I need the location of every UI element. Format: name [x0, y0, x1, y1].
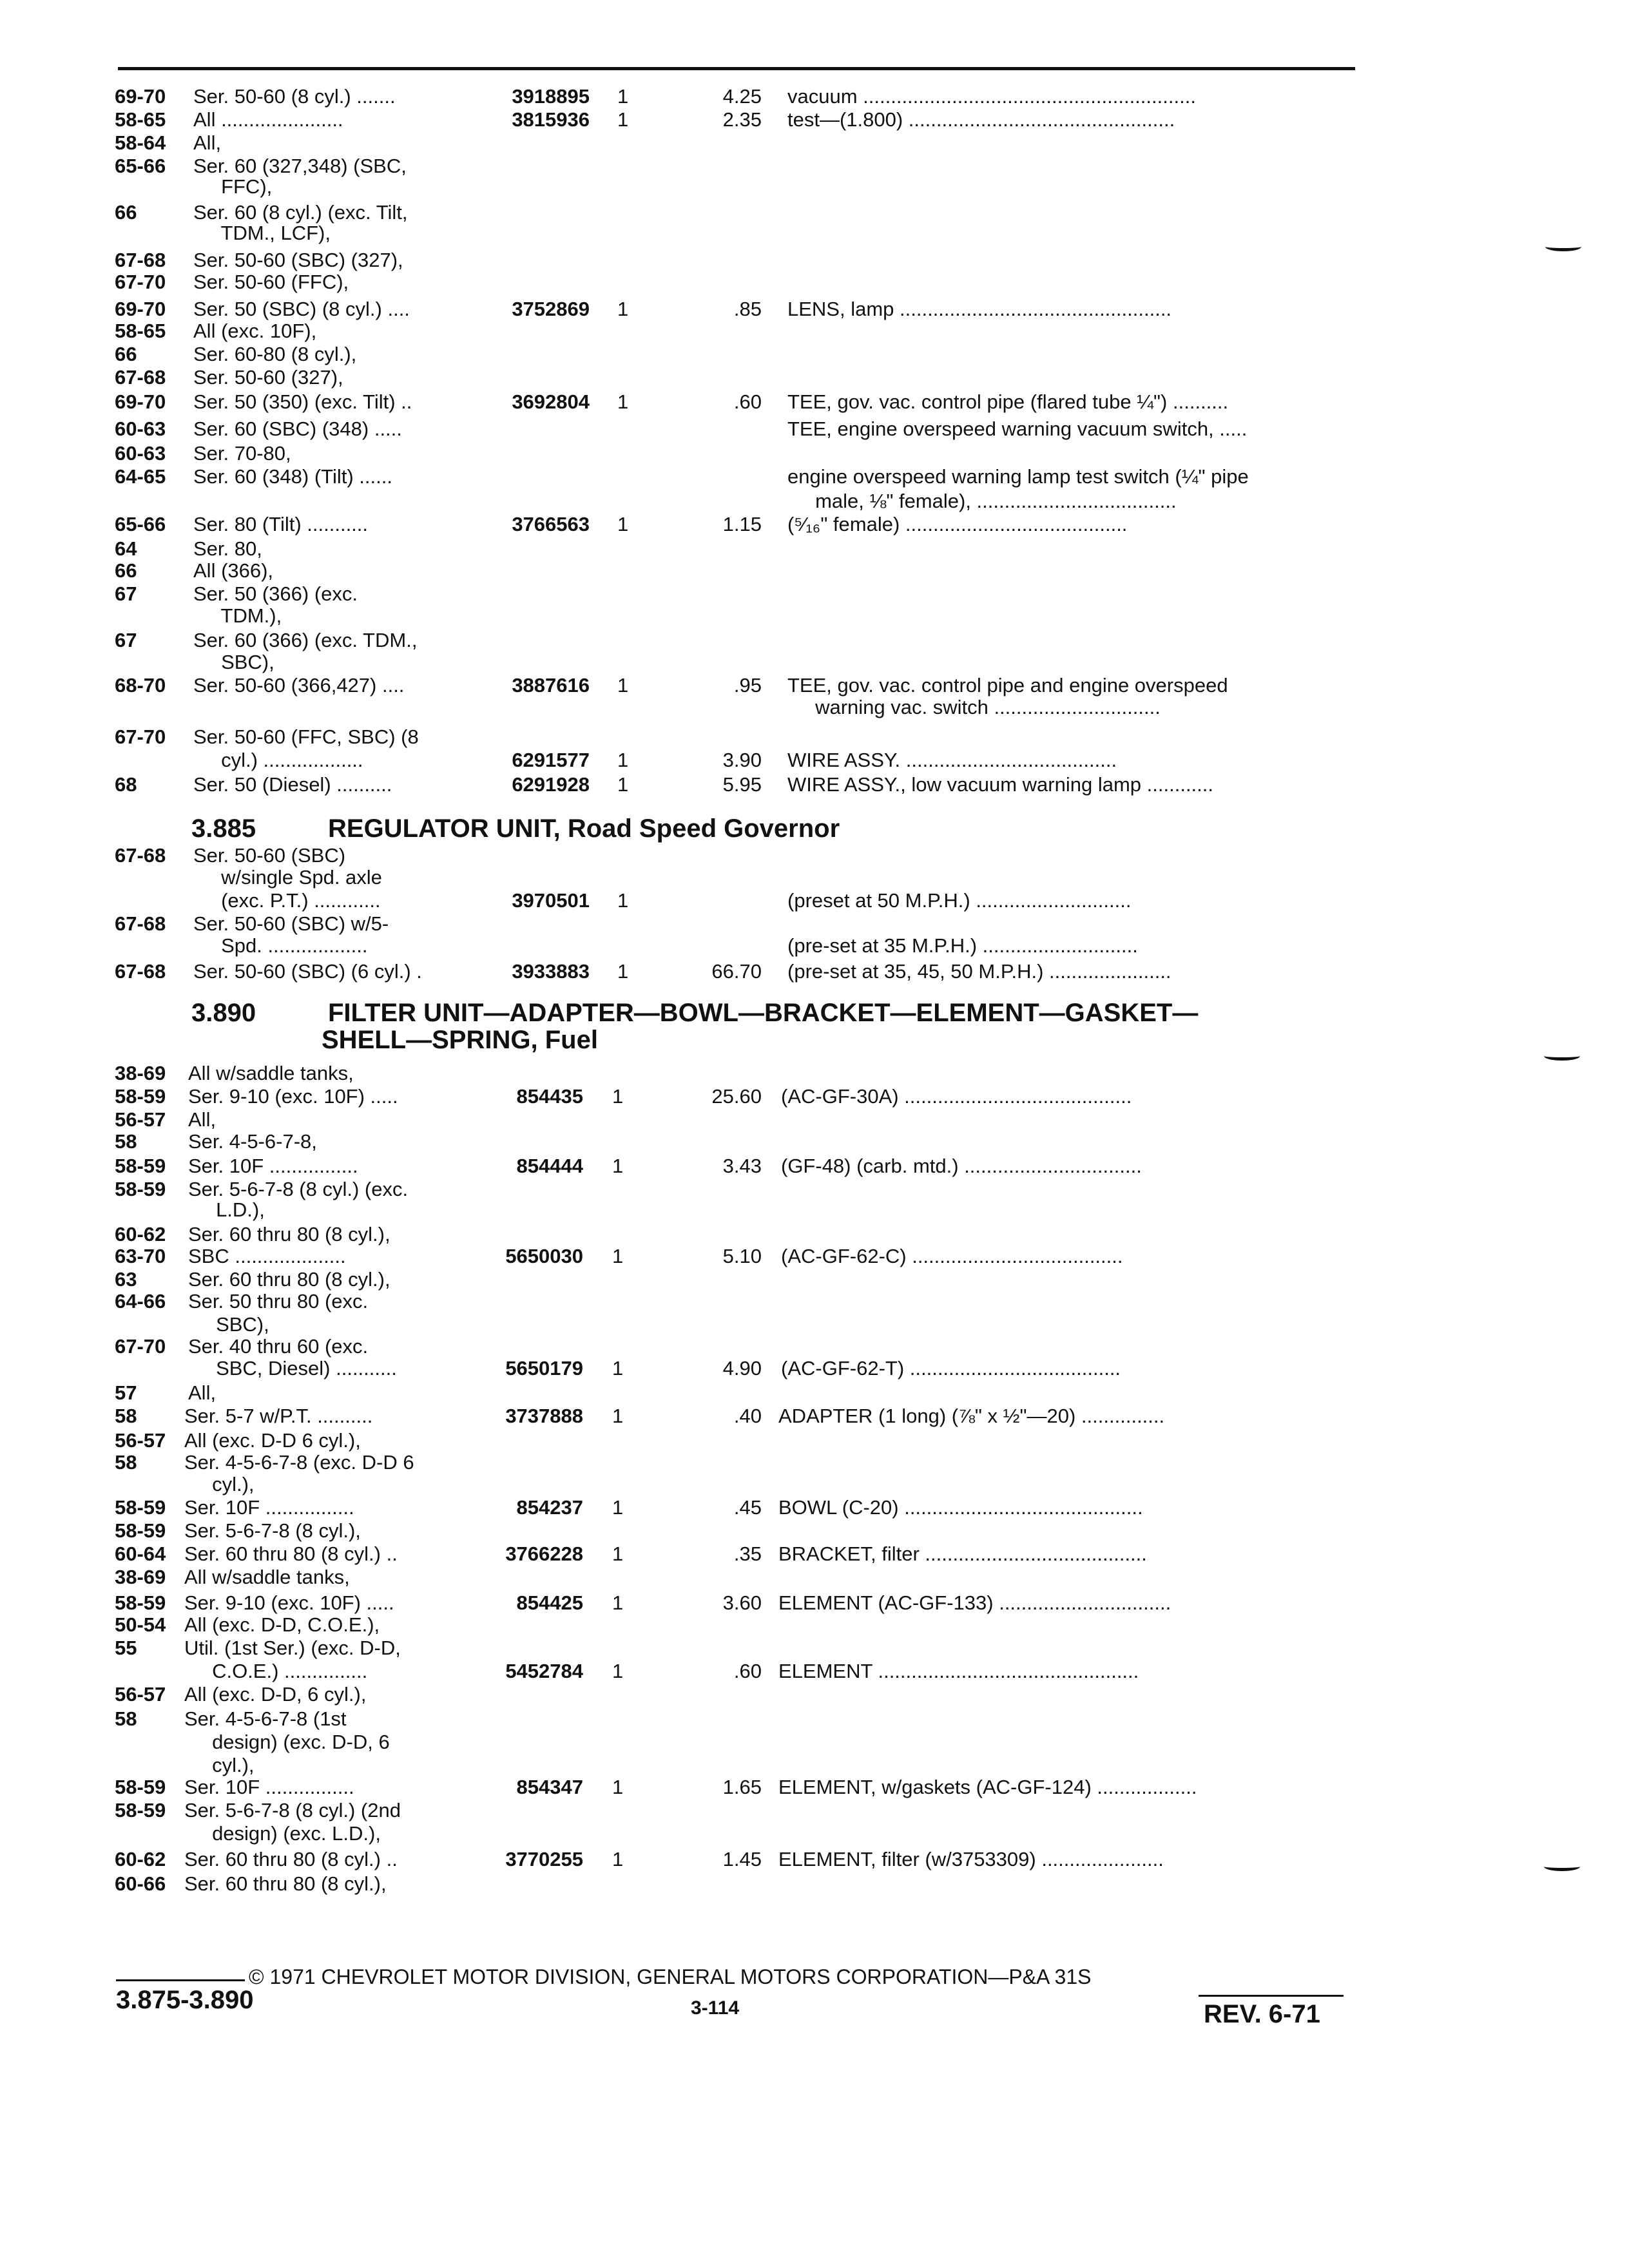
table-row [0, 108, 1629, 134]
table-row [0, 222, 1629, 247]
cell-mdl: All (exc. D-D, 6 cyl.), [184, 1683, 367, 1706]
cell-mdl: FFC), [193, 175, 273, 198]
table-row [0, 1776, 1629, 1802]
cell-yr: 60-66 [115, 1872, 166, 1895]
cell-pr: .60 [733, 1660, 762, 1682]
cell-yr: 55 [115, 1637, 137, 1659]
cell-pn: 3737888 [505, 1405, 583, 1427]
table-row [0, 651, 1629, 677]
cell-mdl: All (exc. D-D 6 cyl.), [184, 1429, 361, 1452]
cell-ds: ELEMENT, filter (w/3753309) ...................... [778, 1848, 1164, 1870]
table-row [0, 960, 1629, 986]
table-row [0, 1822, 1629, 1848]
cell-mdl: Ser. 60 (SBC) (348) ..... [193, 418, 402, 440]
table-row [0, 131, 1629, 157]
table-row [0, 1848, 1629, 1874]
cell-yr: 56-57 [115, 1108, 166, 1131]
cell-yr: 67-68 [115, 912, 166, 935]
table-row [0, 513, 1629, 539]
cell-pn: 854347 [516, 1776, 583, 1798]
cell-yr: 50-54 [115, 1613, 166, 1636]
table-row [0, 1381, 1629, 1407]
cell-mdl: SBC), [188, 1313, 269, 1336]
cell-mdl: L.D.), [188, 1198, 265, 1221]
cell-ds: engine overspeed warning lamp test switch (¼" pipe [787, 465, 1249, 488]
cell-pr: 3.43 [722, 1155, 762, 1177]
cell-qty: 1 [617, 889, 629, 912]
cell-yr: 66 [115, 559, 137, 582]
cell-qty: 1 [617, 513, 629, 535]
cell-mdl: Ser. 50-60 (SBC) (327), [193, 249, 403, 271]
cell-mdl: Ser. 50-60 (366,427) .... [193, 674, 405, 697]
cell-mdl: Ser. 60 (366) (exc. TDM., [193, 629, 418, 651]
table-row [0, 271, 1629, 296]
cell-mdl: Ser. 60 thru 80 (8 cyl.), [184, 1872, 387, 1895]
cell-pr: 1.45 [722, 1848, 762, 1870]
cell-ds: TEE, gov. vac. control pipe (flared tube ¼") .......... [787, 390, 1229, 413]
cell-pn: 3815936 [512, 108, 590, 131]
table-row [0, 1799, 1629, 1825]
cell-ds: ADAPTER (1 long) (⅞" x ½"—20) ............... [778, 1405, 1165, 1427]
table-row [0, 175, 1629, 201]
cell-mdl: Ser. 60 thru 80 (8 cyl.), [188, 1268, 390, 1291]
cell-yr: 57 [115, 1381, 137, 1404]
cell-mdl: All (exc. D-D, C.O.E.), [184, 1613, 380, 1636]
cell-yr: 63 [115, 1268, 137, 1291]
cell-pr: 4.25 [722, 85, 762, 108]
cell-mdl: w/single Spd. axle [193, 866, 382, 889]
cell-qty: 1 [612, 1245, 624, 1267]
cell-yr: 63-70 [115, 1245, 166, 1267]
table-row [0, 1496, 1629, 1522]
cell-mdl: Ser. 60 thru 80 (8 cyl.) .. [184, 1542, 398, 1565]
cell-yr: 58-59 [115, 1591, 166, 1614]
table-row [0, 1473, 1629, 1499]
cell-yr: 69-70 [115, 390, 166, 413]
table-row [0, 320, 1629, 345]
cell-mdl: TDM., LCF), [193, 222, 331, 244]
footer-rule-left [116, 1979, 245, 1981]
cell-qty: 1 [612, 1848, 624, 1870]
cell-yr: 58-59 [115, 1519, 166, 1542]
cell-yr: 58 [115, 1707, 137, 1730]
cell-mdl: TDM.), [193, 604, 282, 627]
cell-ds: (pre-set at 35 M.P.H.) ............................ [787, 934, 1138, 957]
cell-mdl: Ser. 10F ................ [184, 1496, 354, 1519]
cell-yr: 68 [115, 773, 137, 796]
cell-yr: 60-64 [115, 1542, 166, 1565]
cell-pn: 3970501 [512, 889, 590, 912]
cell-mdl: Ser. 4-5-6-7-8 (1st [184, 1707, 347, 1730]
page-edge-mark [1544, 1862, 1580, 1871]
cell-yr: 38-69 [115, 1062, 166, 1084]
cell-yr: 65-66 [115, 513, 166, 535]
cell-qty: 1 [617, 298, 629, 320]
cell-pn: 5650179 [505, 1357, 583, 1379]
table-row [0, 773, 1629, 799]
cell-mdl: cyl.) .................. [193, 749, 363, 771]
cell-pr: .45 [733, 1496, 762, 1519]
cell-yr: 58-64 [115, 131, 166, 154]
cell-yr: 64 [115, 537, 137, 560]
cell-yr: 60-63 [115, 418, 166, 440]
cell-mdl: Ser. 60 (8 cyl.) (exc. Tilt, [193, 201, 408, 224]
cell-yr: 58-59 [115, 1799, 166, 1821]
cell-yr: 67 [115, 582, 137, 605]
cell-qty: 1 [617, 773, 629, 796]
cell-ds: warning vac. switch .............................. [787, 696, 1161, 718]
table-row [0, 1130, 1629, 1156]
cell-yr: 60-63 [115, 442, 166, 465]
cell-mdl: design) (exc. D-D, 6 [184, 1731, 390, 1753]
cell-pn: 3752869 [512, 298, 590, 320]
cell-mdl: Ser. 60 (327,348) (SBC, [193, 155, 407, 177]
table-row [0, 1357, 1629, 1383]
footer-page-number: 3-114 [691, 1997, 740, 2019]
table-row [0, 1660, 1629, 1686]
cell-ds: WIRE ASSY. ...................................... [787, 749, 1117, 771]
cell-pr: .95 [733, 674, 762, 697]
cell-pn: 3770255 [505, 1848, 583, 1870]
table-row [0, 1566, 1629, 1591]
cell-qty: 1 [617, 749, 629, 771]
cell-pr: 5.10 [722, 1245, 762, 1267]
table-row [0, 1519, 1629, 1545]
cell-mdl: Ser. 80 (Tilt) ........... [193, 513, 369, 535]
cell-ds: (AC-GF-62-T) ...................................... [781, 1357, 1121, 1379]
cell-pn: 3918895 [512, 85, 590, 108]
cell-yr: 67-70 [115, 271, 166, 293]
table-row [0, 1542, 1629, 1568]
table-row [0, 726, 1629, 751]
cell-yr: 58-65 [115, 320, 166, 342]
table-row [0, 1245, 1629, 1271]
cell-mdl: Ser. 50 (350) (exc. Tilt) .. [193, 390, 412, 413]
table-row [0, 749, 1629, 774]
cell-yr: 67-68 [115, 960, 166, 983]
page-edge-mark [1545, 242, 1581, 251]
cell-mdl: Ser. 5-6-7-8 (8 cyl.) (exc. [188, 1178, 409, 1200]
cell-mdl: All ...................... [193, 108, 343, 131]
table-row [0, 1872, 1629, 1898]
section-number: 3.885 [191, 814, 256, 843]
cell-pn: 3887616 [512, 674, 590, 697]
cell-mdl: SBC), [193, 651, 275, 673]
cell-qty: 1 [612, 1542, 624, 1565]
cell-pr: 66.70 [711, 960, 762, 983]
cell-mdl: Ser. 50-60 (SBC) (6 cyl.) . [193, 960, 422, 983]
cell-qty: 1 [612, 1660, 624, 1682]
table-row [0, 1707, 1629, 1733]
cell-mdl: Util. (1st Ser.) (exc. D-D, [184, 1637, 401, 1659]
cell-ds: LENS, lamp ................................................. [787, 298, 1172, 320]
cell-pn: 3692804 [512, 390, 590, 413]
cell-mdl: cyl.), [184, 1473, 255, 1495]
table-row [0, 390, 1629, 416]
cell-pn: 3766228 [505, 1542, 583, 1565]
cell-pr: .85 [733, 298, 762, 320]
cell-ds: TEE, gov. vac. control pipe and engine overspeed [787, 674, 1228, 697]
cell-mdl: Spd. .................. [193, 934, 368, 957]
cell-mdl: Ser. 50-60 (FFC), [193, 271, 349, 293]
cell-ds: TEE, engine overspeed warning vacuum switch, ..... [787, 418, 1248, 440]
cell-mdl: All w/saddle tanks, [188, 1062, 354, 1084]
cell-yr: 56-57 [115, 1429, 166, 1452]
cell-ds: WIRE ASSY., low vacuum warning lamp ............ [787, 773, 1214, 796]
cell-yr: 60-62 [115, 1848, 166, 1870]
cell-mdl: SBC, Diesel) ........... [188, 1357, 397, 1379]
cell-mdl: Ser. 4-5-6-7-8, [188, 1130, 317, 1153]
cell-yr: 58-65 [115, 108, 166, 131]
cell-yr: 67-68 [115, 249, 166, 271]
table-row [0, 866, 1629, 892]
cell-pr: 2.35 [722, 108, 762, 131]
cell-mdl: All, [193, 131, 222, 154]
cell-yr: 67 [115, 629, 137, 651]
cell-yr: 58-59 [115, 1496, 166, 1519]
cell-pr: 3.60 [722, 1591, 762, 1614]
cell-mdl: Ser. 10F ................ [188, 1155, 358, 1177]
cell-mdl: Ser. 50 (366) (exc. [193, 582, 358, 605]
table-row [0, 1683, 1629, 1709]
cell-pr: 1.15 [722, 513, 762, 535]
cell-pn: 6291577 [512, 749, 590, 771]
cell-ds: ELEMENT, w/gaskets (AC-GF-124) .................. [778, 1776, 1197, 1798]
cell-mdl: Ser. 9-10 (exc. 10F) ..... [184, 1591, 394, 1614]
cell-mdl: All, [188, 1108, 217, 1131]
cell-mdl: Ser. 60 thru 80 (8 cyl.), [188, 1223, 390, 1245]
cell-mdl: Ser. 50-60 (SBC) [193, 844, 346, 867]
cell-pn: 854435 [516, 1085, 583, 1108]
cell-yr: 38-69 [115, 1566, 166, 1588]
table-row [0, 934, 1629, 960]
table-row [0, 1290, 1629, 1316]
cell-ds: (AC-GF-30A) ......................................... [781, 1085, 1132, 1108]
cell-pr: .35 [733, 1542, 762, 1565]
cell-pn: 5650030 [505, 1245, 583, 1267]
table-row [0, 889, 1629, 915]
cell-mdl: Ser. 40 thru 60 (exc. [188, 1335, 369, 1358]
footer-revision: REV. 6-71 [1204, 2000, 1320, 2028]
cell-ds: (pre-set at 35, 45, 50 M.P.H.) ...................... [787, 960, 1171, 983]
cell-mdl: Ser. 50 (SBC) (8 cyl.) .... [193, 298, 410, 320]
cell-mdl: Ser. 70-80, [193, 442, 291, 465]
cell-yr: 69-70 [115, 298, 166, 320]
cell-mdl: Ser. 50-60 (8 cyl.) ....... [193, 85, 396, 108]
cell-yr: 58-59 [115, 1776, 166, 1798]
cell-yr: 58 [115, 1405, 137, 1427]
table-row [0, 1062, 1629, 1088]
cell-mdl: Ser. 50-60 (327), [193, 366, 343, 389]
table-row [0, 366, 1629, 392]
cell-ds: male, ⅛" female), .................................... [787, 490, 1177, 512]
cell-pn: 854237 [516, 1496, 583, 1519]
cell-mdl: SBC .................... [188, 1245, 346, 1267]
page-edge-mark [1544, 1052, 1580, 1061]
cell-pr: 25.60 [711, 1085, 762, 1108]
cell-yr: 58 [115, 1451, 137, 1474]
cell-mdl: Ser. 50 (Diesel) .......... [193, 773, 392, 796]
cell-pn: 854444 [516, 1155, 583, 1177]
table-row [0, 343, 1629, 369]
cell-mdl: Ser. 10F ................ [184, 1776, 354, 1798]
section-title-cont: SHELL—SPRING, Fuel [322, 1026, 598, 1054]
cell-ds: (preset at 50 M.P.H.) ............................ [787, 889, 1132, 912]
cell-qty: 1 [617, 108, 629, 131]
cell-mdl: design) (exc. L.D.), [184, 1822, 381, 1845]
cell-qty: 1 [612, 1776, 624, 1798]
table-row [0, 696, 1629, 722]
cell-ds: ELEMENT ............................................... [778, 1660, 1139, 1682]
cell-qty: 1 [612, 1155, 624, 1177]
cell-qty: 1 [612, 1357, 624, 1379]
cell-mdl: Ser. 60 (348) (Tilt) ...... [193, 465, 392, 488]
cell-pn: 6291928 [512, 773, 590, 796]
section-title: FILTER UNIT—ADAPTER—BOWL—BRACKET—ELEMENT—GASKET— [328, 999, 1199, 1027]
cell-yr: 64-65 [115, 465, 166, 488]
table-row [0, 1155, 1629, 1180]
table-row [0, 442, 1629, 468]
cell-ds: ELEMENT (AC-GF-133) ............................... [778, 1591, 1171, 1614]
cell-yr: 58 [115, 1130, 137, 1153]
cell-yr: 56-57 [115, 1683, 166, 1706]
cell-ds: (GF-48) (carb. mtd.) ................................ [781, 1155, 1142, 1177]
cell-qty: 1 [617, 85, 629, 108]
cell-qty: 1 [617, 674, 629, 697]
section-number: 3.890 [191, 999, 256, 1027]
section-title: REGULATOR UNIT, Road Speed Governor [328, 814, 840, 843]
cell-pr: 5.95 [722, 773, 762, 796]
cell-mdl: Ser. 5-6-7-8 (8 cyl.), [184, 1519, 361, 1542]
cell-yr: 67-70 [115, 1335, 166, 1358]
cell-mdl: All w/saddle tanks, [184, 1566, 350, 1588]
cell-pn: 5452784 [505, 1660, 583, 1682]
cell-pr: .60 [733, 390, 762, 413]
cell-yr: 67-68 [115, 366, 166, 389]
cell-ds: BRACKET, filter ........................................ [778, 1542, 1147, 1565]
cell-mdl: C.O.E.) ............... [184, 1660, 368, 1682]
cell-yr: 69-70 [115, 85, 166, 108]
cell-ds: (⁵⁄₁₆" female) ........................................ [787, 513, 1128, 535]
cell-qty: 1 [612, 1085, 624, 1108]
table-row [0, 604, 1629, 630]
cell-pr: 1.65 [722, 1776, 762, 1798]
cell-yr: 68-70 [115, 674, 166, 697]
cell-pn: 3766563 [512, 513, 590, 535]
cell-mdl: All, [188, 1381, 217, 1404]
cell-mdl: Ser. 4-5-6-7-8 (exc. D-D 6 [184, 1451, 414, 1474]
cell-yr: 67-68 [115, 844, 166, 867]
cell-pn: 3933883 [512, 960, 590, 983]
table-row [0, 490, 1629, 515]
cell-mdl: Ser. 5-7 w/P.T. .......... [184, 1405, 373, 1427]
cell-mdl: Ser. 50-60 (FFC, SBC) (8 [193, 726, 419, 748]
cell-mdl: Ser. 50 thru 80 (exc. [188, 1290, 369, 1312]
footer-section-range: 3.875-3.890 [116, 1986, 254, 2014]
cell-ds: vacuum ............................................................ [787, 85, 1196, 108]
cell-qty: 1 [617, 960, 629, 983]
cell-mdl: Ser. 5-6-7-8 (8 cyl.) (2nd [184, 1799, 401, 1821]
cell-pr: .40 [733, 1405, 762, 1427]
table-row [0, 1085, 1629, 1111]
cell-yr: 58-59 [115, 1178, 166, 1200]
cell-qty: 1 [612, 1496, 624, 1519]
cell-qty: 1 [617, 390, 629, 413]
table-row [0, 559, 1629, 585]
cell-yr: 66 [115, 201, 137, 224]
cell-qty: 1 [612, 1591, 624, 1614]
table-row [0, 85, 1629, 111]
table-row [0, 1637, 1629, 1662]
cell-yr: 60-62 [115, 1223, 166, 1245]
cell-mdl: Ser. 60-80 (8 cyl.), [193, 343, 357, 365]
cell-mdl: (exc. P.T.) ............ [193, 889, 381, 912]
table-row [0, 465, 1629, 491]
cell-ds: BOWL (C-20) ........................................... [778, 1496, 1143, 1519]
cell-mdl: Ser. 50-60 (SBC) w/5- [193, 912, 389, 935]
cell-yr: 65-66 [115, 155, 166, 177]
cell-yr: 58-59 [115, 1155, 166, 1177]
cell-qty: 1 [612, 1405, 624, 1427]
cell-ds: (AC-GF-62-C) ...................................... [781, 1245, 1123, 1267]
cell-yr: 67-70 [115, 726, 166, 748]
table-row [0, 1731, 1629, 1756]
table-row [0, 1613, 1629, 1639]
cell-mdl: Ser. 80, [193, 537, 262, 560]
cell-pr: 3.90 [722, 749, 762, 771]
cell-mdl: All (366), [193, 559, 274, 582]
cell-mdl: Ser. 60 thru 80 (8 cyl.) .. [184, 1848, 398, 1870]
table-row [0, 1198, 1629, 1224]
cell-pn: 854425 [516, 1591, 583, 1614]
cell-yr: 58-59 [115, 1085, 166, 1108]
cell-mdl: Ser. 9-10 (exc. 10F) ..... [188, 1085, 398, 1108]
cell-mdl: All (exc. 10F), [193, 320, 317, 342]
table-row [0, 418, 1629, 443]
cell-ds: test—(1.800) ................................................ [787, 108, 1175, 131]
cell-pr: 4.90 [722, 1357, 762, 1379]
footer-copyright: © 1971 CHEVROLET MOTOR DIVISION, GENERAL MOTORS CORPORATION—P&A 31S [249, 1965, 1092, 1988]
cell-yr: 66 [115, 343, 137, 365]
cell-mdl: cyl.), [184, 1754, 255, 1776]
top-rule [118, 67, 1355, 70]
table-row [0, 1405, 1629, 1430]
footer-rule-right [1199, 1995, 1344, 1997]
cell-yr: 64-66 [115, 1290, 166, 1312]
